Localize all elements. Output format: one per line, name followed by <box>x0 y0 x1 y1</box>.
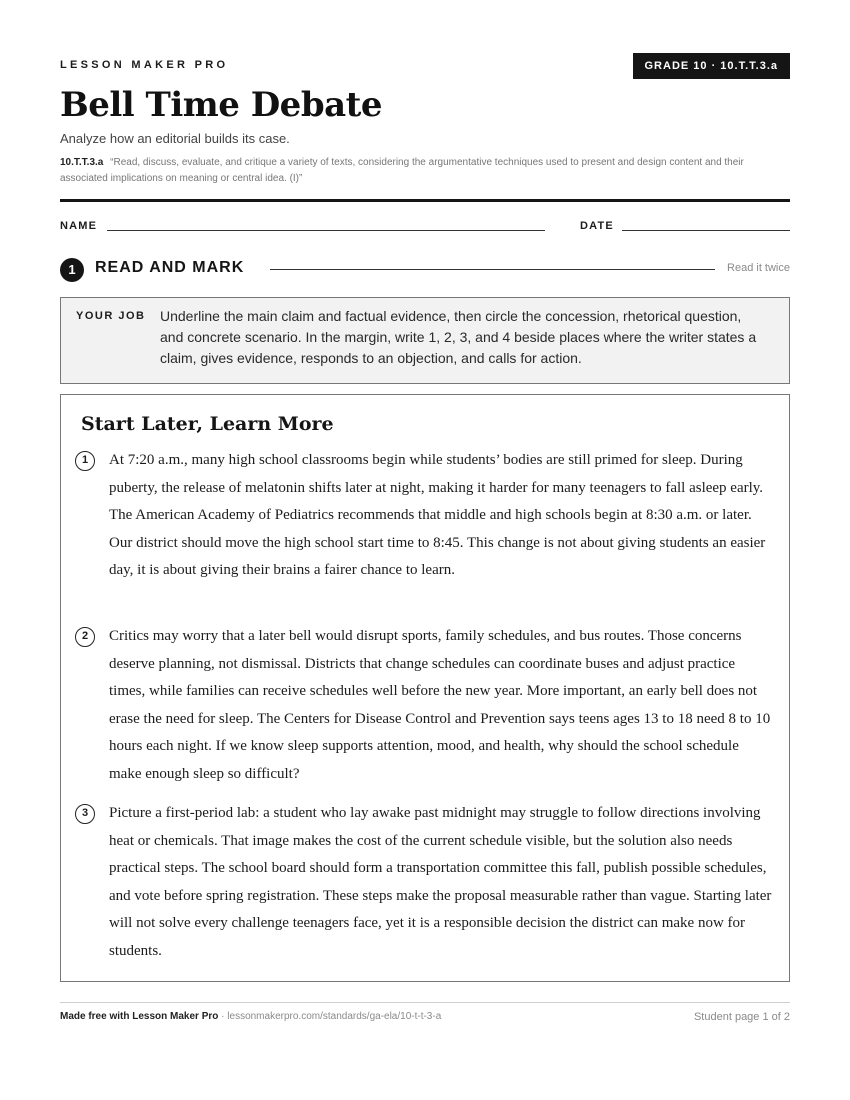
page-subtitle: Analyze how an editorial builds its case. <box>60 131 290 146</box>
footer-url[interactable]: · lessonmakerpro.com/standards/ga-ela/10-t-t-3-a <box>221 1011 442 1022</box>
paragraph-number: 2 <box>75 627 95 647</box>
section-title: READ AND MARK <box>95 259 245 276</box>
instructions-label: YOUR JOB <box>76 310 146 322</box>
header-divider <box>60 199 790 202</box>
paragraph-number: 1 <box>75 451 95 471</box>
footer-credit <box>60 1011 441 1022</box>
section-divider <box>270 269 715 270</box>
footer-divider <box>60 1002 790 1003</box>
page-indicator: Student page 1 of 2 <box>693 1011 790 1023</box>
editorial-article <box>60 394 790 982</box>
student-fields <box>60 220 790 234</box>
instructions-text: Underline the main claim and factual evidence, then circle the concession, rhetorical question, and concrete scenario. In the margin, write 1, 2, 3, and 4 beside places where the writer states a claim, gives evidence, responds to an objection, and calls for action. <box>160 308 757 366</box>
name-label: NAME <box>60 220 98 232</box>
section-header <box>60 257 790 281</box>
standard-text: “Read, discuss, evaluate, and critique a variety of texts, considering the argumentative techniques used to present and design content and their associated implications on meaning or central idea. (I)” <box>60 157 744 184</box>
paragraph-number: 3 <box>75 804 95 824</box>
standard-description <box>60 155 790 187</box>
date-label: DATE <box>580 220 614 232</box>
page-title: Bell Time Debate <box>60 85 382 125</box>
instructions-box <box>60 297 790 384</box>
paragraph-text: At 7:20 a.m., many high school classrooms begin while students’ bodies are still primed for sleep. During puberty, the release of melatonin shifts later at night, making it harder for many teenagers to fall asleep early. The American Academy of Pediatrics recommends that middle and high schools begin at 8:30 a.m. or later. Our district should move the high school start time to 8:45. This change is not about giving students an easier day, it is about giving their brains a fairer chance to learn. <box>109 452 766 578</box>
article-title: Start Later, Learn More <box>81 413 334 435</box>
date-field[interactable] <box>622 230 790 231</box>
paragraph-text: Picture a first-period lab: a student who lay awake past midnight may struggle to follow directions involving heat or chemicals. That image makes the cost of the current schedule visible, but the solution also needs practical steps. The school board should form a transportation committee this fall, publish possible schedules, and vote before spring registration. These steps make the proposal measurable rather than vague. Starting later will not solve every challenge teenagers face, yet it is a responsible decision the district can make now for students. <box>109 805 772 959</box>
section-note: Read it twice <box>727 262 790 274</box>
paragraph-text: Critics may worry that a later bell would disrupt sports, family schedules, and bus routes. Those concerns deserve planning, not dismissal. Districts that change schedules can coordinate buses and adjust practice times, while families can receive schedules well before the new year. More important, an early bell does not erase the need for sleep. The Centers for Disease Control and Prevention says teens ages 13 to 18 need 8 to 10 hours each night. If we know sleep supports attention, mood, and health, why should the school schedule make enough sleep so difficult? <box>109 628 771 782</box>
brand-name: LESSON MAKER PRO <box>60 59 229 71</box>
section-number-badge: 1 <box>60 258 84 282</box>
grade-badge: GRADE 10 · 10.T.T.3.a <box>633 53 791 79</box>
standard-code: 10.T.T.3.a <box>60 157 104 168</box>
footer-made-by: Made free with Lesson Maker Pro <box>60 1011 219 1022</box>
name-field[interactable] <box>107 230 545 231</box>
